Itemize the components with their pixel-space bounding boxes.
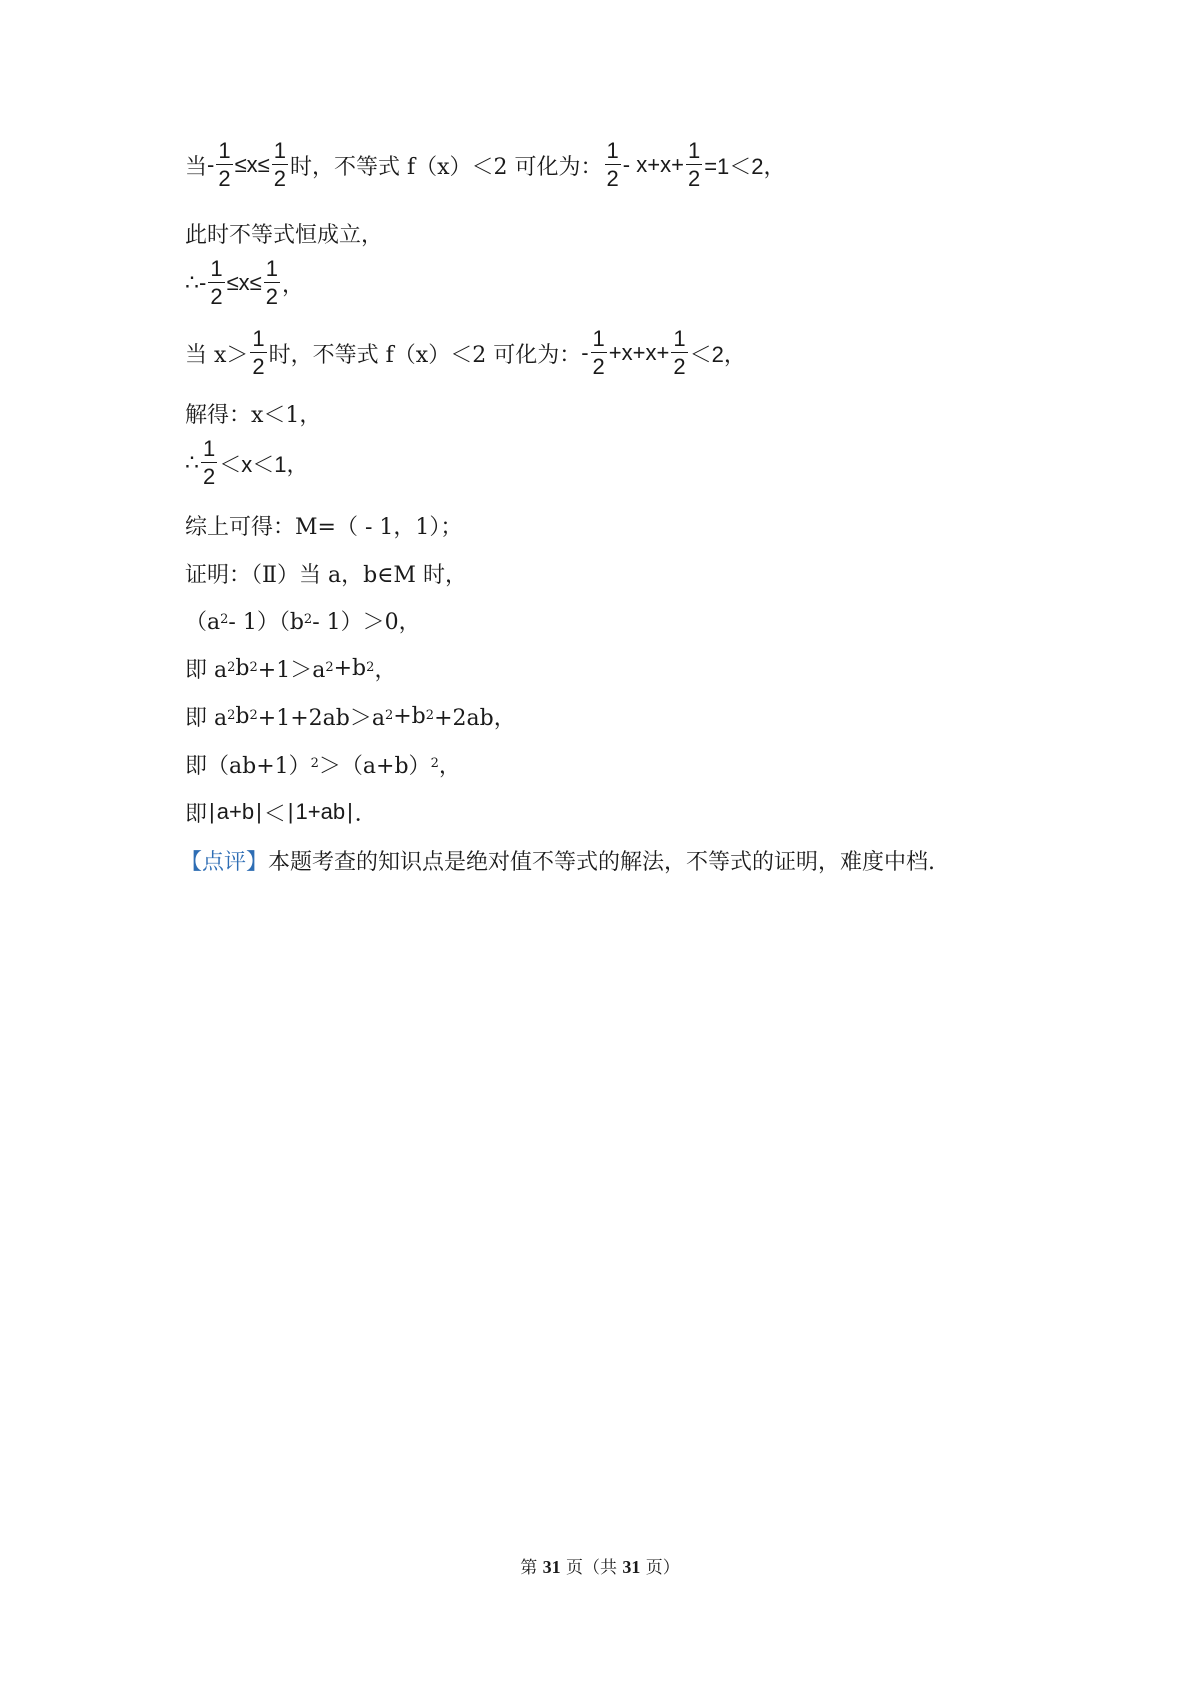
- text: +1+2ab＞a: [257, 705, 385, 731]
- text: 此时不等式恒成立，: [185, 222, 384, 248]
- denominator: 2: [687, 166, 701, 191]
- abs-bar: |: [287, 799, 294, 824]
- text: - 1）＞0，: [312, 609, 421, 635]
- minus-sign: -: [207, 152, 215, 177]
- solution-line-4: [185, 326, 746, 379]
- solution-line-12: 即（ab+1） 2 ＞（a+b） 2 ，: [185, 744, 461, 784]
- fraction: [250, 328, 266, 378]
- text: 即 a: [185, 705, 228, 731]
- denominator: 2: [265, 284, 278, 309]
- denominator: 2: [606, 166, 619, 191]
- numerator: 1: [592, 326, 605, 351]
- fraction: [591, 328, 607, 378]
- footer-text: 页（共: [560, 1558, 623, 1578]
- fraction: [201, 438, 217, 488]
- text: 时，不等式 f（x）＜2 可化为：: [268, 342, 582, 368]
- text: b: [235, 655, 250, 681]
- denominator: 2: [218, 166, 231, 191]
- text: +2ab，: [434, 705, 516, 731]
- solution-line-9: （a 2 - 1）（b 2 - 1）＞0，: [185, 600, 421, 640]
- abs-bar: |: [347, 799, 353, 824]
- denominator: 2: [673, 354, 686, 379]
- comment-tag: 【点评】: [180, 849, 269, 875]
- numerator: 1: [673, 326, 686, 351]
- solution-line-10: 即 a 2 b 2 +1＞a 2 +b 2 ，: [185, 648, 396, 688]
- fraction: [671, 328, 687, 378]
- denominator: 2: [252, 354, 265, 379]
- text: ∴: [185, 450, 199, 476]
- numerator: 1: [203, 436, 216, 461]
- text: ＞（a+b）: [318, 753, 431, 779]
- numerator: 1: [606, 138, 619, 163]
- text: 时，不等式 f（x）＜2 可化为：: [290, 154, 603, 180]
- denominator: 2: [203, 464, 216, 489]
- text: 证明：（Ⅱ）当 a，b∈M 时，: [185, 562, 467, 588]
- text: =1＜2，: [704, 153, 786, 179]
- text: ＜: [263, 801, 286, 827]
- fraction: [605, 140, 621, 190]
- page-footer: [0, 1553, 1200, 1578]
- numerator: 1: [687, 138, 701, 163]
- denominator: 2: [210, 284, 223, 309]
- text: +1＞a: [257, 657, 326, 683]
- fraction: [216, 140, 232, 190]
- fraction: [686, 140, 702, 190]
- solution-line-11: 即 a 2 b 2 +1+2ab＞a 2 +b 2 +2ab，: [185, 696, 516, 736]
- solution-line-6: [185, 436, 309, 489]
- minus-sign: -: [199, 270, 207, 295]
- numerator: 1: [252, 326, 265, 351]
- text: 解得：x＜1，: [185, 402, 322, 428]
- text: +b: [393, 703, 426, 729]
- minus-sign: -: [581, 340, 589, 365]
- text: b: [235, 703, 250, 729]
- solution-line-1: [185, 138, 786, 191]
- text: ＜x＜1，: [219, 451, 309, 477]
- text: +b: [333, 655, 367, 681]
- text: ≤x≤: [234, 152, 270, 177]
- numerator: 1: [210, 256, 223, 281]
- comment-line: [180, 840, 935, 880]
- solution-line-13: [185, 792, 377, 832]
- abs-bar: |: [256, 799, 262, 824]
- solution-line-5: [185, 393, 321, 433]
- footer-text: 第: [520, 1558, 543, 1578]
- text: ∴: [185, 270, 199, 296]
- text: ，: [438, 753, 461, 779]
- fraction: [272, 140, 288, 190]
- text: 即（ab+1）: [185, 753, 311, 779]
- page-number: 31: [542, 1557, 561, 1577]
- denominator: 2: [592, 354, 605, 379]
- text: a+b: [216, 799, 255, 824]
- text: ．: [354, 801, 377, 827]
- solution-line-3: [185, 256, 304, 309]
- text: +x+x+: [608, 340, 670, 365]
- text: 即: [185, 801, 208, 827]
- text: - 1）（b: [228, 609, 304, 635]
- solution-line-2: [185, 213, 383, 253]
- numerator: 1: [265, 256, 278, 281]
- text: ，: [281, 272, 304, 298]
- text: 即 a: [185, 657, 228, 683]
- text: ，: [374, 657, 397, 683]
- text: ≤x≤: [226, 270, 262, 295]
- solution-line-7: [185, 505, 462, 545]
- footer-text: 页）: [640, 1558, 680, 1578]
- fraction: [264, 258, 280, 308]
- total-pages: 31: [622, 1557, 641, 1577]
- comment-text: 本题考查的知识点是绝对值不等式的解法，不等式的证明，难度中档.: [268, 849, 936, 875]
- text: ＜2，: [689, 341, 746, 367]
- fraction: [208, 258, 224, 308]
- solution-line-8: [185, 553, 467, 593]
- text: 1+ab: [295, 799, 346, 824]
- denominator: 2: [273, 166, 286, 191]
- text: 综上可得：M=（ - 1，1）；: [185, 514, 463, 540]
- text: （a: [185, 609, 221, 635]
- numerator: 1: [273, 138, 286, 163]
- numerator: 1: [218, 138, 231, 163]
- abs-bar: |: [209, 799, 215, 824]
- text: - x+x+: [622, 152, 684, 177]
- text: 当: [185, 154, 208, 180]
- text: 当 x＞: [185, 342, 249, 368]
